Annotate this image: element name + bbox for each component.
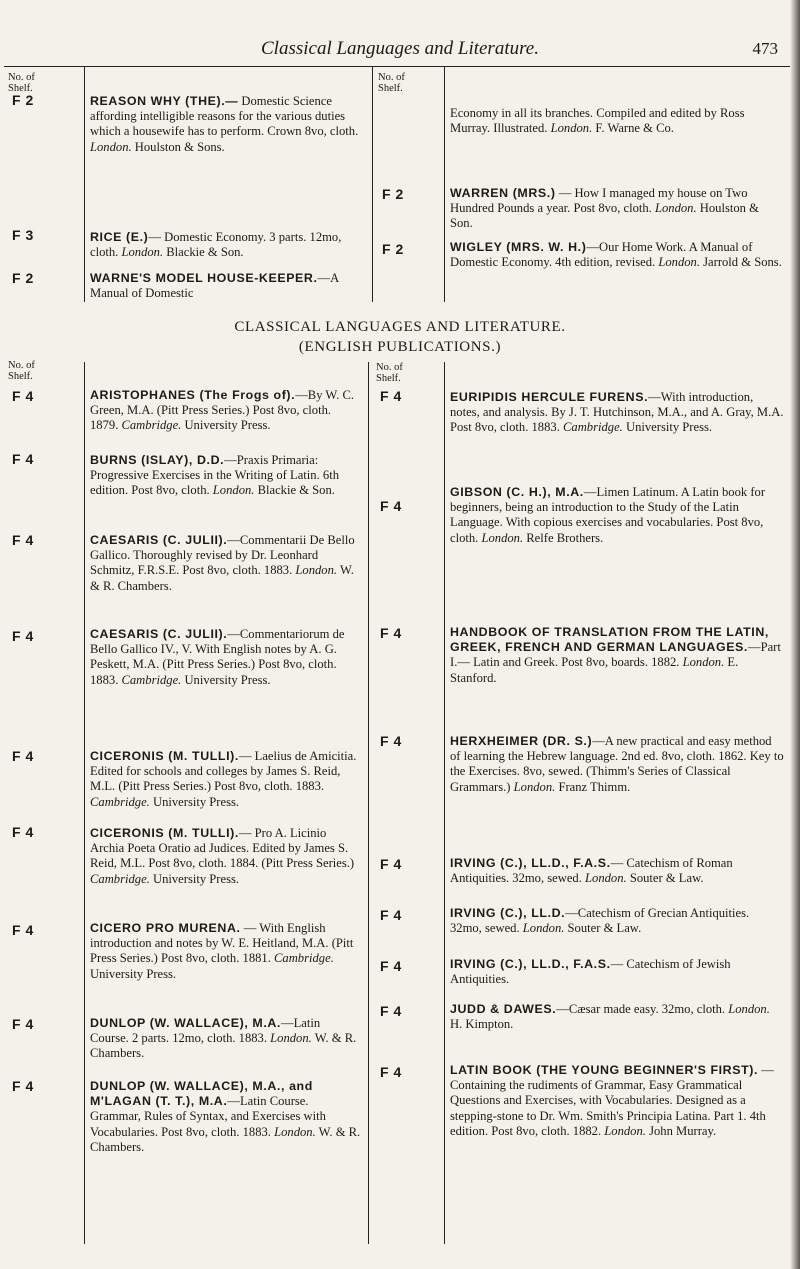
entry-body: —Cæsar made easy. 32mo, cloth. [556, 1002, 729, 1016]
entry-heading: IRVING (C.), LL.D. [450, 906, 566, 920]
entry-body: —Commentarii De Bello Gallico. Thoroughly revised by Dr. Leonhard Schmitz, F.R.S.E. Post 8vo, cloth. 1883. [90, 533, 355, 578]
entry-body: —Limen Latinum. A Latin book for beginners, being an introduction to the Study of the Latin Language. With copious exercises and vocabularies. Post 8vo, cloth. [450, 485, 766, 545]
entry-publisher: University Press. [622, 420, 713, 435]
entry-heading: EURIPIDIS HERCULE FURENS. [450, 390, 649, 404]
catalogue-entry [90, 749, 362, 810]
entry-heading: BURNS (ISLAY), D.D. [90, 453, 225, 467]
entry-location: London. [658, 255, 700, 270]
catalogue-entry [90, 271, 366, 301]
shelf-mark: F 4 [12, 922, 34, 938]
entry-publisher: Houlston & Sons. [131, 139, 225, 154]
entry-location: London. [90, 139, 132, 154]
entry-location: London. [585, 871, 627, 886]
entry-publisher: Blackie & Son. [254, 483, 335, 498]
entry-location: London. [212, 483, 255, 498]
shelf-mark: F 4 [380, 1064, 402, 1080]
entry-heading: WARNE'S MODEL HOUSE-KEEPER. [90, 271, 318, 285]
section-subtitle: (ENGLISH PUBLICATIONS.) [298, 339, 502, 355]
entry-body: —Commentariorum de Bello Gallico IV., V. With English notes by A. G. Peskett, M.A. (Pitt Press Series.) Post 8vo, cloth. 1883. [90, 627, 345, 687]
shelf-mark: F 4 [380, 958, 402, 974]
entry-heading: IRVING (C.), LL.D., F.A.S. [450, 957, 611, 971]
entry-body: —Latin Course. Grammar, Rules of Syntax, and Exercises with Vocabularies. Post 8vo, cloth. 1883. [90, 1094, 326, 1139]
entry-publisher: E. Stanford. [450, 655, 739, 685]
entry-location: Cambridge. [90, 794, 150, 809]
entry-publisher: W. & R. Chambers. [90, 1031, 357, 1061]
entry-body: Economy in all its branches. Compiled and edited by Ross Murray. Illustrated. [450, 106, 745, 136]
catalogue-entry [450, 957, 784, 987]
entry-location: London. [274, 1124, 316, 1139]
entry-body: — Containing the rudiments of Grammar, Easy Grammatical Questions and Exercises, with Vocabularies. Designed as a stepping-stone to Dr. Wm. Smith's Principia Latina. Part 1. 4th edition. Post 8vo, cloth. 1882. [450, 1063, 774, 1138]
catalogue-entry [90, 1079, 362, 1155]
entry-publisher: Souter & Law. [626, 871, 704, 886]
catalogue-entry [450, 1002, 784, 1032]
entry-body: —Catechism of Grecian Antiquities. 32mo, sewed. [450, 906, 750, 936]
bottom-left-shelf-rule [84, 362, 85, 1244]
catalogue-entry [90, 94, 366, 155]
entry-publisher: Jarrold & Sons. [699, 255, 782, 270]
bottom-center-rule [368, 362, 369, 1244]
entry-location: London. [604, 1123, 646, 1138]
entry-location: Cambridge. [121, 418, 182, 433]
shelf-mark: F 2 [12, 92, 34, 108]
catalogue-entry [90, 921, 362, 982]
entry-heading: REASON WHY (THE).— [90, 94, 239, 108]
entry-publisher: F. Warne & Co. [592, 121, 674, 136]
catalogue-entry [90, 230, 366, 260]
shelf-mark: F 2 [382, 241, 404, 257]
entry-heading: DUNLOP (W. WALLACE), M.A., and M'LAGAN (T. T.), M.A. [90, 1079, 313, 1109]
shelf-mark: F 4 [12, 532, 34, 548]
entry-location: Cambridge. [563, 420, 623, 435]
entry-location: London. [550, 121, 593, 136]
entry-body: —Praxis Primaria: Progressive Exercises in the Writing of Latin. 6th edition. Post 8vo, cloth. [90, 453, 339, 498]
entry-heading: CAESARIS (C. JULII). [90, 533, 228, 547]
shelf-mark: F 4 [12, 388, 34, 404]
top-left-shelf-rule [84, 66, 85, 302]
entry-location: Cambridge. [90, 871, 150, 886]
entry-body: —A Manual of Domestic [90, 271, 339, 301]
shelf-mark: F 4 [380, 498, 402, 514]
entry-heading: DUNLOP (W. WALLACE), M.A. [90, 1016, 281, 1030]
top-right-shelf-rule [444, 66, 445, 302]
entry-heading: CAESARIS (C. JULII). [90, 627, 228, 641]
shelf-mark: F 4 [380, 733, 402, 749]
entry-publisher: University Press. [149, 871, 240, 886]
entry-location: London. [121, 245, 164, 260]
shelf-mark: F 2 [12, 270, 34, 286]
shelf-mark: F 4 [380, 1003, 402, 1019]
catalogue-entry [450, 856, 784, 886]
entry-location: London. [728, 1002, 770, 1016]
entry-body: — Laelius de Amicitia. Edited for schools and colleges by James S. Reid, M.L. (Pitt Press Series.) Post 8vo, cloth. 1883. [90, 749, 357, 794]
shelf-mark: F 4 [12, 628, 34, 644]
entry-location: London. [481, 530, 524, 545]
page-number: 473 [752, 39, 778, 58]
catalogue-entry [450, 485, 784, 546]
entry-location: London. [522, 921, 565, 936]
entry-location: Cambridge. [274, 951, 334, 966]
running-title: Classical Languages and Literature. [261, 38, 539, 59]
catalogue-entry [450, 734, 784, 795]
entry-publisher: Blackie & Son. [163, 245, 244, 260]
entry-body: Domestic Science affording intelligible reasons for the various duties which a housewife has to perform. Crown 8vo, cloth. [90, 94, 359, 139]
shelf-mark: F 4 [12, 1078, 34, 1094]
catalogue-entry [450, 186, 784, 232]
bottom-right-shelf-rule [444, 362, 445, 1244]
entry-heading: LATIN BOOK (THE YOUNG BEGINNER'S FIRST). [450, 1063, 759, 1077]
shelf-mark: F 4 [12, 451, 34, 467]
entry-heading: RICE (E.) [90, 230, 149, 244]
shelf-column-label: No. of Shelf. [8, 360, 35, 382]
entry-location: London. [654, 201, 697, 216]
catalogue-entry [450, 625, 784, 686]
shelf-column-label: No. of Shelf. [376, 362, 403, 384]
entry-publisher: University Press. [181, 418, 271, 433]
entry-body: — Catechism of Roman Antiquities. 32mo, sewed. [450, 856, 733, 886]
entry-heading: WIGLEY (MRS. W. H.) [450, 240, 587, 254]
catalogue-entry [90, 627, 362, 688]
shelf-mark: F 3 [12, 227, 34, 243]
catalogue-entry [450, 906, 784, 936]
entry-heading: IRVING (C.), LL.D., F.A.S. [450, 856, 611, 870]
shelf-mark: F 2 [382, 186, 404, 202]
shelf-mark: F 4 [12, 1016, 34, 1032]
catalogue-entry [90, 533, 362, 594]
entry-publisher: W. & R. Chambers. [90, 563, 354, 593]
entry-body: —Part I.— Latin and Greek. Post 8vo, boards. 1882. [450, 640, 781, 670]
catalogue-entry [90, 826, 362, 887]
entry-body: —Our Home Work. A Manual of Domestic Economy. 4th edition, revised. [450, 240, 753, 270]
entry-heading: GIBSON (C. H.), M.A. [450, 485, 584, 499]
entry-heading: CICERONIS (M. TULLI). [90, 749, 239, 763]
entry-heading: JUDD & DAWES. [450, 1002, 557, 1016]
shelf-mark: F 4 [380, 856, 402, 872]
catalogue-entry [450, 240, 784, 270]
entry-heading: HANDBOOK OF TRANSLATION FROM THE LATIN, GREEK, FRENCH AND GERMAN LANGUAGES. [450, 625, 769, 655]
entry-publisher: John Murray. [645, 1123, 717, 1138]
entry-publisher: H. Kimpton. [450, 1017, 514, 1032]
top-center-rule [372, 66, 373, 302]
catalogue-entry [90, 453, 362, 499]
entry-heading: WARREN (MRS.) [450, 186, 556, 200]
entry-body: — With English introduction and notes by W. E. Heitland, M.A. (Pitt Press Series.) Post 8vo, cloth. 1881. [90, 921, 354, 966]
catalogue-entry [90, 388, 362, 434]
entry-body: — Catechism of Jewish Antiquities. [450, 957, 731, 987]
catalogue-entry [450, 1063, 784, 1139]
entry-publisher: University Press. [90, 966, 177, 981]
entry-publisher: University Press. [181, 672, 271, 687]
entry-heading: ARISTOPHANES (The Frogs of). [90, 388, 296, 402]
entry-location: London. [682, 655, 725, 670]
entry-body: — Domestic Economy. 3 parts. 12mo, cloth. [90, 230, 342, 260]
catalogue-entry [90, 1016, 362, 1062]
entry-publisher: Souter & Law. [564, 921, 642, 936]
entry-location: London. [295, 563, 338, 578]
entry-publisher: Franz Thimm. [555, 779, 631, 794]
entry-heading: CICERONIS (M. TULLI). [90, 826, 239, 840]
entry-location: London. [513, 779, 556, 794]
entry-location: London. [270, 1031, 312, 1046]
shelf-mark: F 4 [12, 748, 34, 764]
entry-heading: CICERO PRO MURENA. [90, 921, 241, 935]
entry-heading: HERXHEIMER (DR. S.) [450, 734, 593, 748]
section-title: CLASSICAL LANGUAGES AND LITERATURE. [234, 319, 566, 335]
entry-body: —By W. C. Green, M.A. (Pitt Press Series.) Post 8vo, cloth. 1879. [90, 388, 354, 433]
shelf-mark: F 4 [380, 388, 402, 404]
page-header [0, 36, 800, 66]
entry-publisher: Relfe Brothers. [523, 530, 604, 545]
entry-body: — How I managed my house on Two Hundred Pounds a year. Post 8vo, cloth. [450, 186, 748, 216]
shelf-mark: F 4 [12, 824, 34, 840]
catalogue-entry [450, 106, 784, 136]
header-rule [4, 66, 792, 67]
catalogue-entry [450, 390, 784, 436]
entry-publisher: Houlston & Son. [450, 201, 759, 231]
entry-body: —With introduction, notes, and analysis. By J. T. Hutchinson, M.A., and A. Gray, M.A. Post 8vo, cloth. 1883. [450, 390, 784, 435]
shelf-mark: F 4 [380, 907, 402, 923]
entry-body: —A new practical and easy method of learning the Hebrew language. 2nd ed. 8vo, cloth. 1862. Key to the Exercises. 8vo, sewed. (Thimm's Series of Classical Grammars.) [450, 734, 784, 794]
entry-publisher: W. & R. Chambers. [90, 1124, 361, 1154]
entry-location: Cambridge. [121, 672, 182, 687]
page-edge-shadow [790, 0, 800, 1269]
shelf-mark: F 4 [380, 625, 402, 641]
shelf-column-label: No. of Shelf. [378, 72, 405, 94]
shelf-column-label: No. of Shelf. [8, 72, 35, 94]
entry-publisher: University Press. [149, 794, 240, 809]
entry-body: —Latin Course. 2 parts. 12mo, cloth. 1883. [90, 1016, 321, 1046]
entry-body: — Pro A. Licinio Archia Poeta Oratio ad Judices. Edited by James S. Reid, M.L. Post 8vo, cloth. 1884. (Pitt Press Series.) [90, 826, 355, 871]
